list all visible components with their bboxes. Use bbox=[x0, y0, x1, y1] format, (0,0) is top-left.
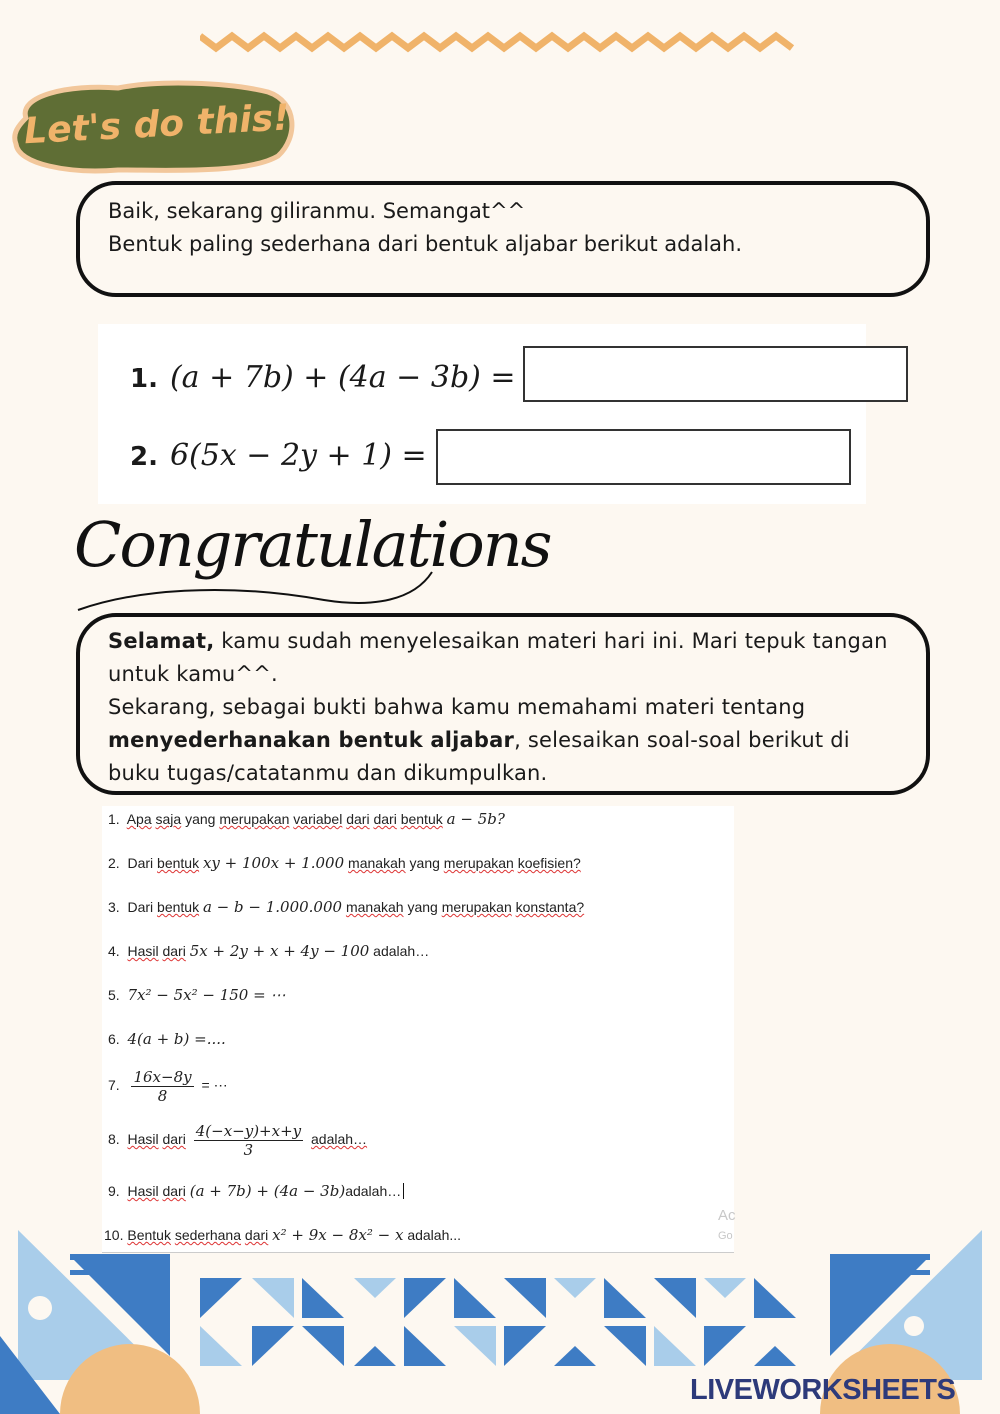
question-7-fraction: $\frac{16x-8y}{8}$ bbox=[133, 1068, 192, 1105]
question-4: 4. Hasil dari 5x + 2y + x + 4y − 100 adalah… bbox=[108, 942, 430, 960]
congrats-text-2: Sekarang, sebagai bukti bahwa kamu memahami materi tentang bbox=[108, 695, 806, 719]
question-9: 9. Hasil dari (a + 7b) + (4a − 3b)adalah… bbox=[108, 1182, 404, 1200]
question-8: 8. Hasil dari $\frac{4(-x-y)+x+y}{3}$ adalah… bbox=[108, 1122, 368, 1159]
title-swash bbox=[74, 560, 444, 616]
intro-speech-box bbox=[76, 181, 930, 297]
exercise-2 bbox=[130, 438, 427, 473]
question-10: 10. Bentuk sederhana dari x² + 9x − 8x² − x adalah... bbox=[104, 1226, 462, 1244]
intro-line-2: Bentuk paling sederhana dari bentuk aljabar berikut adalah. bbox=[108, 232, 743, 256]
exercise-2-answer-input[interactable] bbox=[436, 429, 851, 485]
question-1: 1. Apa saja yang merupakan variabel dari dari bentuk a − 5b? bbox=[108, 810, 505, 828]
exercise-1 bbox=[130, 360, 516, 395]
zigzag-decoration bbox=[200, 26, 800, 56]
exercise-1-number: 1. bbox=[130, 364, 158, 394]
question-7: 7. $\frac{16x-8y}{8}$ = ⋯ bbox=[108, 1068, 228, 1105]
congratulations-title: Congratulations bbox=[74, 508, 551, 581]
question-5: 5. 7x² − 5x² − 150 = ⋯ bbox=[108, 986, 286, 1004]
question-3: 3. Dari bentuk a − b − 1.000.000 manakah yang merupakan konstanta? bbox=[108, 898, 585, 916]
exercise-1-expression: (a + 7b) + (4a − 3b) = bbox=[169, 360, 516, 395]
question-8-fraction: $\frac{4(-x-y)+x+y}{3}$ bbox=[195, 1122, 302, 1159]
intro-line-1: Baik, sekarang giliranmu. Semangat^^ bbox=[108, 199, 526, 223]
congrats-speech-box bbox=[76, 613, 930, 795]
activation-hint: Ac Go bbox=[718, 1207, 736, 1242]
exercise-2-number: 2. bbox=[130, 442, 158, 472]
exercise-1-answer-input[interactable] bbox=[523, 346, 908, 402]
question-2: 2. Dari bentuk xy + 100x + 1.000 manakah yang merupakan koefisien? bbox=[108, 854, 581, 872]
exercise-2-expression: 6(5x − 2y + 1) = bbox=[169, 438, 427, 473]
exercise-panel bbox=[98, 324, 866, 504]
badge-title: Let's do this! bbox=[23, 97, 291, 153]
congrats-text-1: kamu sudah menyelesaikan materi hari ini. Mari tepuk tangan untuk kamu^^. bbox=[108, 629, 888, 686]
congrats-text-3: , selesaikan soal-soal berikut di buku tugas/catatanmu dan dikumpulkan. bbox=[108, 728, 850, 785]
congrats-paragraph-2 bbox=[108, 691, 898, 790]
congrats-bold-2: menyederhanakan bentuk aljabar bbox=[108, 728, 515, 752]
questions-panel bbox=[102, 806, 734, 1253]
congrats-paragraph-1 bbox=[108, 625, 898, 691]
question-6: 6. 4(a + b) =.... bbox=[108, 1030, 226, 1048]
congrats-bold-1: Selamat, bbox=[108, 629, 215, 653]
brand-name: LIVEWORKSHEETS bbox=[690, 1374, 956, 1406]
